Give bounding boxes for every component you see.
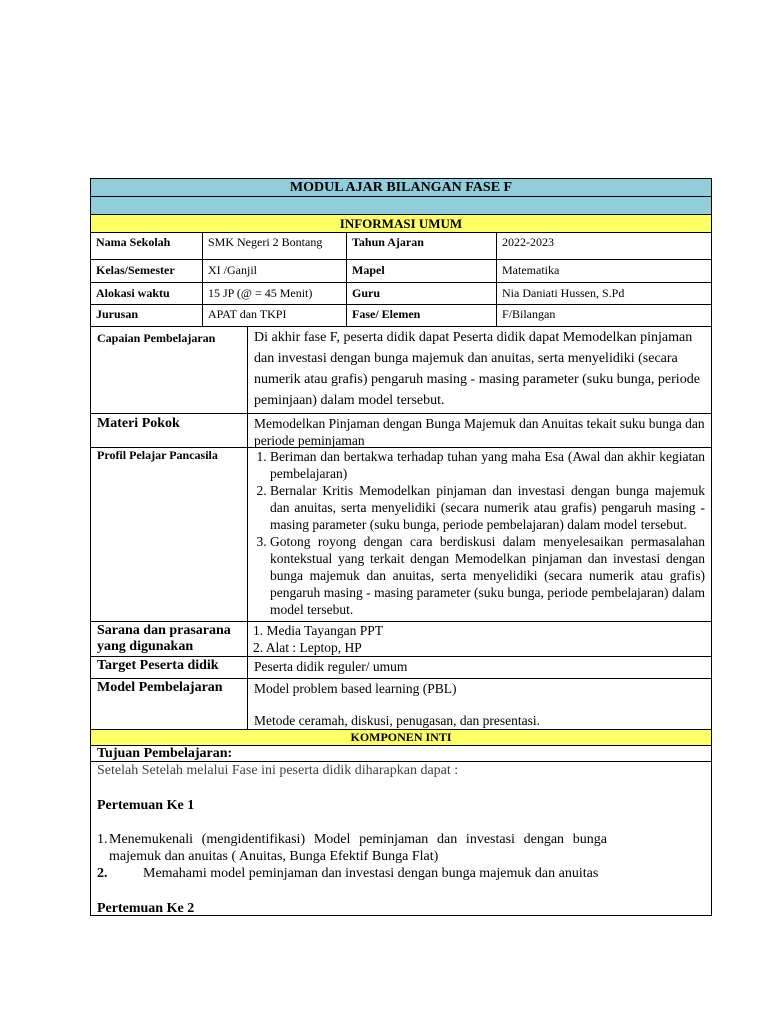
tujuan-intro: Setelah Setelah melalui Fase ini peserta didik diharapkan dapat : <box>97 763 459 778</box>
info-row-major <box>90 305 712 327</box>
profil-item: 2. Bernalar Kritis Memodelkan pinjaman dan investasi dengan bunga majemuk dan anuitas, serta menyelidiki (secara numerik atau grafis) pengaruh masing - masing parameter (suku bunga, periode pembelajaran) dalam model tersebut. <box>270 482 705 533</box>
profil-item: 3. Gotong royong dengan cara berdiskusi dalam menyelesaikan permasalahan kontekstual yang terkait dengan Memodelkan pinjaman dan investasi dengan bunga majemuk dan anuitas, serta menyelidiki (secara numerik atau grafis) pengaruh masing - masing parameter (suku bunga, periode pembelajaran) dalam model tersebut. <box>270 533 705 618</box>
model-label: Model Pembelajaran <box>97 680 223 695</box>
profil-item: 1. Beriman dan bertakwa terhadap tuhan yang maha Esa (Awal dan akhir kegiatan pembelajaran) <box>270 448 705 482</box>
module-title <box>90 178 712 197</box>
materi-row <box>90 414 712 448</box>
value-mapel: Matematika <box>502 263 560 277</box>
tujuan-header-row <box>90 746 712 762</box>
label-nama-sekolah: Nama Sekolah <box>96 235 171 249</box>
target-text: Peserta didik reguler/ umum <box>254 659 408 674</box>
value-jurusan: APAT dan TKPI <box>208 307 287 321</box>
materi-text: Memodelkan Pinjaman dengan Bunga Majemuk dan Anuitas tekait suku bunga dan periode peminjaman <box>254 416 705 448</box>
tujuan-item-2-text: Memahami model peminjaman dan investasi dengan bunga majemuk dan anuitas <box>143 866 599 881</box>
komponen-section-header <box>90 730 712 746</box>
blank-band <box>90 197 712 215</box>
profil-list <box>254 448 705 618</box>
label-guru: Guru <box>352 286 381 300</box>
tujuan-item-2-number: 2. <box>97 866 108 881</box>
tujuan-body <box>90 762 712 916</box>
value-tahun-ajaran: 2022-2023 <box>502 235 554 249</box>
target-row <box>90 657 712 679</box>
info-section-title: INFORMASI UMUM <box>339 216 463 231</box>
sarana-list <box>248 622 711 656</box>
pertemuan-1-heading: Pertemuan Ke 1 <box>97 798 195 813</box>
sarana-item: 2. Alat : Leptop, HP <box>253 640 362 655</box>
model-text <box>248 679 711 729</box>
tujuan-item-1-number: 1. <box>97 832 108 847</box>
materi-label: Materi Pokok <box>97 416 180 431</box>
info-section-header <box>90 215 712 233</box>
model-row <box>90 679 712 730</box>
value-alokasi: 15 JP (@ = 45 Menit) <box>208 286 313 300</box>
sarana-item: 1. Media Tayangan PPT <box>253 623 384 638</box>
tujuan-label: Tujuan Pembelajaran: <box>97 746 233 761</box>
sarana-row <box>90 622 712 657</box>
pertemuan-2-heading: Pertemuan Ke 2 <box>97 901 195 916</box>
tujuan-item-2 <box>97 865 705 882</box>
info-row-class <box>90 260 712 283</box>
value-guru: Nia Daniati Hussen, S.Pd <box>502 286 625 300</box>
model-line2: Metode ceramah, diskusi, penugasan, dan presentasi. <box>254 713 541 728</box>
profil-row <box>90 448 712 622</box>
tujuan-item-1-text: Menemukenali (mengidentifikasi) Model peminjaman dan investasi dengan bunga majemuk dan anuitas ( Anuitas, Bunga Efektif Bunga Flat) <box>109 832 607 864</box>
komponen-section-title: KOMPONEN INTI <box>350 730 452 744</box>
capaian-label: Capaian Pembelajaran <box>97 331 216 345</box>
value-fase: F/Bilangan <box>502 307 556 321</box>
info-row-school <box>90 233 712 260</box>
label-tahun-ajaran: Tahun Ajaran <box>352 235 424 249</box>
label-mapel: Mapel <box>352 263 385 277</box>
model-line1: Model problem based learning (PBL) <box>254 681 457 696</box>
value-nama-sekolah: SMK Negeri 2 Bontang <box>208 235 323 249</box>
target-label: Target Peserta didik <box>97 658 219 673</box>
tujuan-item-1 <box>97 831 607 865</box>
capaian-row <box>90 327 712 414</box>
value-kelas: XI /Ganjil <box>208 263 257 277</box>
label-jurusan: Jurusan <box>96 307 139 321</box>
profil-label: Profil Pelajar Pancasila <box>97 448 218 462</box>
label-kelas: Kelas/Semester <box>96 263 175 277</box>
module-document <box>90 178 712 916</box>
label-fase: Fase/ Elemen <box>352 307 421 321</box>
sarana-label: Sarana dan prasarana yang digunakan <box>97 623 231 654</box>
module-title-text: MODUL AJAR BILANGAN FASE F <box>289 180 513 195</box>
capaian-text: Di akhir fase F, peserta didik dapat Peserta didik dapat Memodelkan pinjaman dan investasi dengan bunga majemuk dan anuitas, serta menyelidiki (secara numerik atau grafis) pengaruh masing - masing parameter (suku bunga, periode peminjaan) dalam model tersebut. <box>254 330 700 408</box>
label-alokasi: Alokasi waktu <box>96 286 170 300</box>
info-row-time <box>90 283 712 305</box>
profil-list-wrap <box>248 448 711 618</box>
